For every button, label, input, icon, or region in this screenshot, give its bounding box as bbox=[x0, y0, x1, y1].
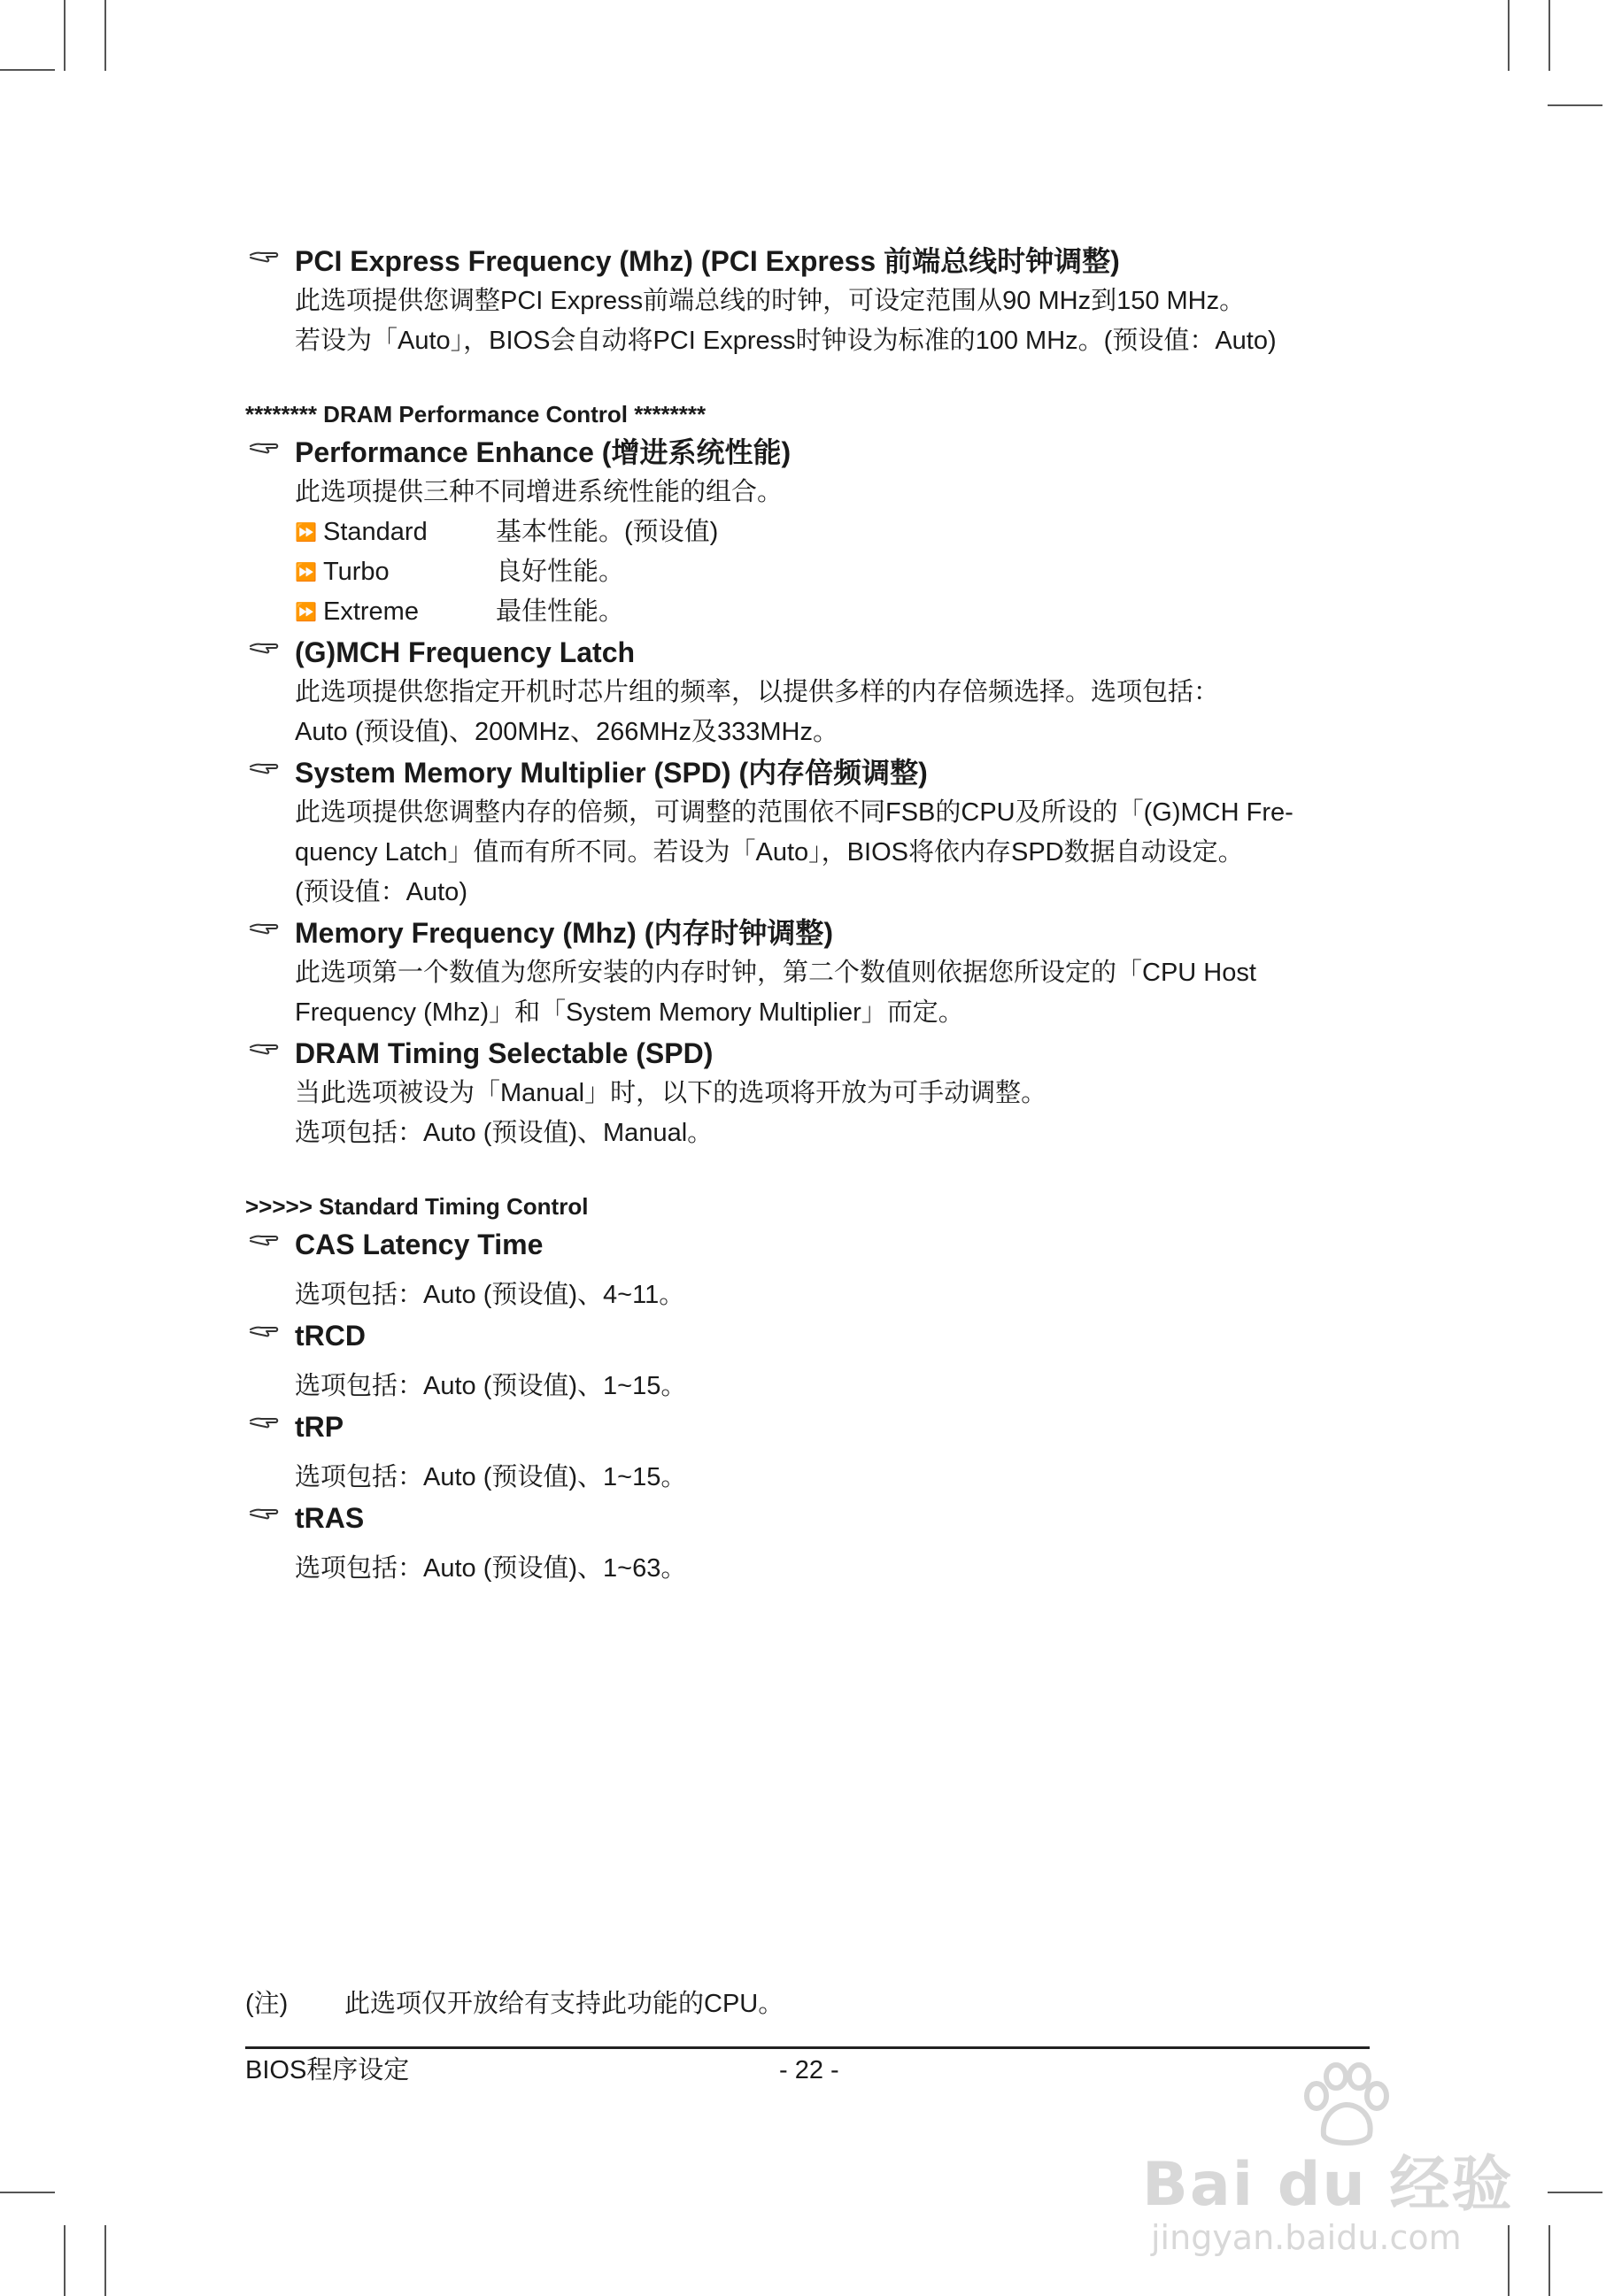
crop-mark bbox=[104, 0, 106, 71]
option-item bbox=[245, 512, 1370, 552]
crop-mark bbox=[1508, 0, 1510, 71]
page-number: - 22 - bbox=[779, 2056, 839, 2084]
section-heading bbox=[245, 752, 1370, 793]
page-content bbox=[245, 241, 1370, 1589]
description-line: 选项包括：Auto (预设值)、4~11。 bbox=[295, 1281, 685, 1309]
baidu-watermark bbox=[1142, 2062, 1532, 2257]
footnote bbox=[245, 1984, 784, 2024]
option-desc: 基本性能。(预设值) bbox=[496, 518, 719, 546]
section-heading bbox=[245, 1406, 1370, 1447]
description-line: 此选项提供您调整内存的倍频，可调整的范围依不同FSB的CPU及所设的「(G)MCH Fre- bbox=[295, 798, 1294, 827]
crop-mark bbox=[1548, 0, 1550, 71]
description-line: 选项包括：Auto (预设值)、Manual。 bbox=[295, 1119, 714, 1147]
description-line: quency Latch」值而有所不同。若设为「Auto」，BIOS将依内存SPD数据自动设定。 bbox=[295, 838, 1244, 867]
option-item bbox=[245, 592, 1370, 632]
option-desc: 最佳性能。 bbox=[496, 597, 625, 626]
section-heading bbox=[245, 1315, 1370, 1356]
pointing-hand-icon bbox=[249, 244, 279, 269]
crop-mark bbox=[104, 2225, 106, 2296]
option-item bbox=[245, 552, 1370, 592]
section-heading bbox=[245, 1224, 1370, 1265]
description-line: Auto (预设值)、200MHz、266MHz及333MHz。 bbox=[295, 718, 838, 746]
description-line: 此选项提供三种不同增进系统性能的组合。 bbox=[295, 478, 784, 506]
description-line: 选项包括：Auto (预设值)、1~15。 bbox=[295, 1463, 687, 1491]
description-line: 选项包括：Auto (预设值)、1~15。 bbox=[295, 1372, 687, 1400]
option-name: Standard bbox=[323, 518, 428, 546]
crop-mark bbox=[1548, 2192, 1602, 2193]
heading-text: Memory Frequency (Mhz) (内存时钟调整) bbox=[295, 917, 834, 949]
section-heading bbox=[245, 913, 1370, 953]
crop-mark bbox=[0, 69, 55, 71]
crop-mark bbox=[64, 2225, 66, 2296]
footer-rule bbox=[245, 2046, 1370, 2049]
footer-chapter: BIOS程序设定 bbox=[245, 2056, 410, 2084]
option-desc: 良好性能。 bbox=[496, 558, 625, 586]
pointing-hand-icon bbox=[249, 1501, 279, 1526]
pointing-hand-icon bbox=[249, 916, 279, 941]
pointing-hand-icon bbox=[249, 636, 279, 660]
footnote-key: (注) bbox=[245, 1990, 289, 2018]
pointing-hand-icon bbox=[249, 756, 279, 781]
pointing-hand-icon bbox=[249, 1319, 279, 1344]
section-heading bbox=[245, 241, 1370, 281]
section-heading bbox=[245, 632, 1370, 673]
heading-text: DRAM Timing Selectable (SPD) bbox=[295, 1037, 714, 1069]
description-line: 当此选项被设为「Manual」时，以下的选项将开放为可手动调整。 bbox=[295, 1079, 1047, 1107]
heading-text: tRAS bbox=[295, 1502, 365, 1534]
double-arrow-icon: ⏩ bbox=[295, 523, 317, 543]
description-line: 若设为「Auto」，BIOS会自动将PCI Express时钟设为标准的100 MHz。(预设值：Auto) bbox=[295, 327, 1277, 355]
timing-section-header: >>>>> Standard Timing Control bbox=[245, 1193, 589, 1220]
section-heading bbox=[245, 1498, 1370, 1538]
heading-text: Performance Enhance (增进系统性能) bbox=[295, 436, 792, 468]
dram-section-header: ******** DRAM Performance Control ******** bbox=[245, 401, 707, 428]
crop-mark bbox=[64, 0, 66, 71]
crop-mark bbox=[0, 2192, 55, 2193]
double-arrow-icon: ⏩ bbox=[295, 563, 317, 582]
heading-text: tRCD bbox=[295, 1320, 366, 1352]
heading-text: (G)MCH Frequency Latch bbox=[295, 636, 636, 668]
pointing-hand-icon bbox=[249, 1410, 279, 1435]
description-line: 选项包括：Auto (预设值)、1~63。 bbox=[295, 1554, 687, 1583]
pointing-hand-icon bbox=[249, 1036, 279, 1061]
description-line: (预设值：Auto) bbox=[295, 878, 467, 906]
footnote-text: 此选项仅开放给有支持此功能的CPU。 bbox=[344, 1990, 784, 2018]
crop-mark bbox=[1548, 104, 1602, 106]
description-line: 此选项提供您调整PCI Express前端总线的时钟，可设定范围从90 MHz到150 MHz。 bbox=[295, 287, 1246, 315]
heading-text: tRP bbox=[295, 1411, 344, 1443]
section-heading bbox=[245, 1033, 1370, 1074]
watermark-url: jingyan.baidu.com bbox=[1151, 2218, 1462, 2257]
heading-text: CAS Latency Time bbox=[295, 1229, 544, 1260]
double-arrow-icon: ⏩ bbox=[295, 603, 317, 622]
heading-text: System Memory Multiplier (SPD) (内存倍频调整) bbox=[295, 757, 928, 789]
description-line: 此选项提供您指定开机时芯片组的频率，以提供多样的内存倍频选择。选项包括： bbox=[295, 678, 1220, 706]
option-name: Turbo bbox=[323, 558, 390, 586]
description-line: 此选项第一个数值为您所安装的内存时钟，第二个数值则依据您所设定的「CPU Host bbox=[295, 959, 1256, 987]
watermark-brand: Bai du 经验 bbox=[1142, 2150, 1514, 2220]
section-heading bbox=[245, 432, 1370, 473]
option-name: Extreme bbox=[323, 597, 419, 626]
pointing-hand-icon bbox=[249, 435, 279, 460]
pointing-hand-icon bbox=[249, 1228, 279, 1252]
heading-text: PCI Express Frequency (Mhz) (PCI Express 前端总线时钟调整) bbox=[295, 245, 1120, 277]
crop-mark bbox=[1548, 2225, 1550, 2296]
description-line: Frequency (Mhz)」和「System Memory Multiplier」而定。 bbox=[295, 998, 964, 1027]
